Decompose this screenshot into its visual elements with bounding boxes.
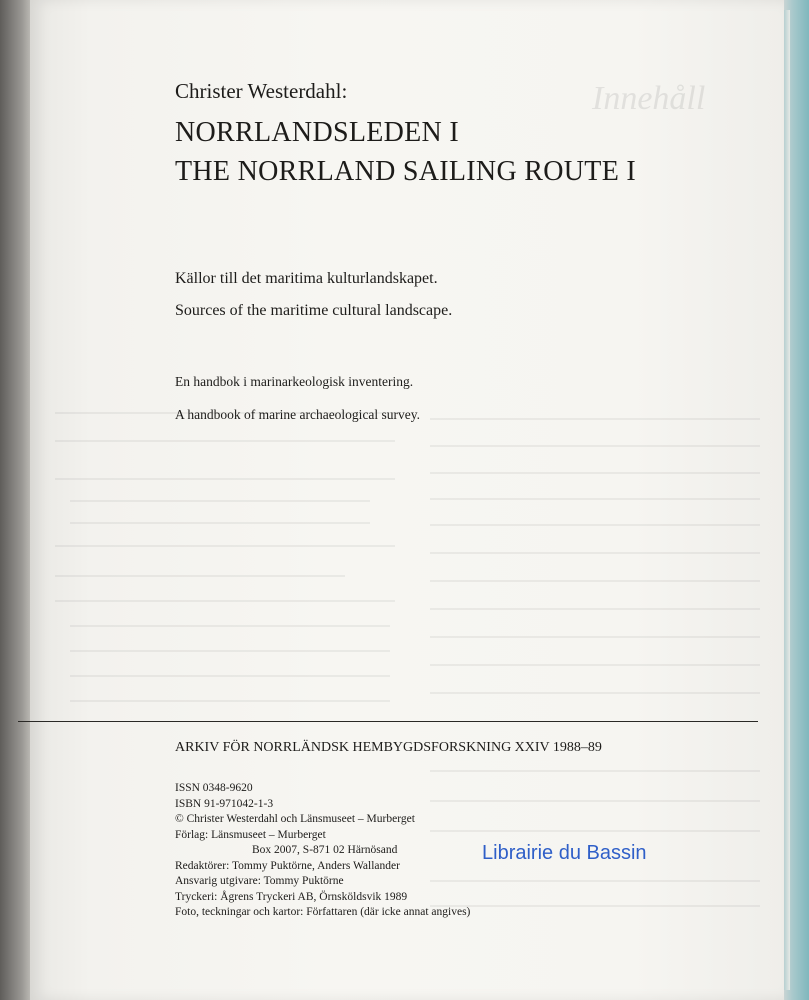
publisher: Förlag: Länsmuseet – Murberget	[175, 828, 326, 841]
bleed-through-line	[430, 664, 760, 666]
responsible-publisher: Ansvarig utgivare: Tommy Puktörne	[175, 875, 344, 887]
bleed-through-line	[430, 418, 760, 420]
bleed-through-line	[430, 770, 760, 772]
bookseller-watermark: Librairie du Bassin	[482, 842, 647, 864]
bleed-through-line	[70, 700, 390, 702]
printer: Tryckeri: Ågrens Tryckeri AB, Örnsköldsvik 1989	[175, 890, 408, 903]
issn: ISSN 0348-9620	[175, 782, 253, 794]
bleed-through-line	[430, 524, 760, 526]
bleed-through-line	[430, 445, 760, 447]
bleed-through-line	[430, 800, 760, 802]
bleed-through-line	[430, 608, 760, 610]
bleed-through-line	[70, 675, 390, 677]
handbook-line-english: A handbook of marine archaeological survey.	[175, 407, 421, 422]
bleed-through-line	[55, 440, 395, 442]
bleed-through-line	[430, 905, 760, 907]
bleed-through-line	[55, 600, 395, 602]
author-name: Christer Westerdahl:	[175, 79, 348, 103]
photo-credits: Foto, teckningar och kartor: Författaren (där icke annat angives)	[175, 906, 471, 918]
bleed-through-line	[70, 522, 370, 524]
bleed-through-line	[55, 545, 395, 547]
subtitle-swedish: Källor till det maritima kulturlandskapet.	[175, 270, 438, 287]
bleed-through-line	[430, 580, 760, 582]
copyright-notice: © Christer Westerdahl och Länsmuseet – Murberget	[175, 813, 415, 825]
bleed-through-line	[430, 636, 760, 638]
book-title-swedish: NORRLANDSLEDEN I	[175, 117, 460, 148]
subtitle-english: Sources of the maritime cultural landscape.	[175, 302, 453, 319]
editors: Redaktörer: Tommy Puktörne, Anders Wallander	[175, 859, 400, 872]
bleed-through-line	[70, 500, 370, 502]
publisher-address: Box 2007, S-871 02 Härnösand	[252, 844, 398, 856]
bleed-through-line	[430, 880, 760, 882]
bleed-through-line	[55, 575, 345, 577]
isbn: ISBN 91-971042-1-3	[175, 797, 274, 810]
bleed-through-line	[55, 478, 395, 480]
bleed-through-line	[430, 472, 760, 474]
bleed-through-line	[430, 498, 760, 500]
horizontal-rule	[18, 721, 758, 722]
bleed-through-line	[70, 625, 390, 627]
series-title: ARKIV FÖR NORRLÄNDSK HEMBYGDSFORSKNING XXIV 1988–89	[175, 740, 602, 755]
bleed-through-line	[430, 830, 760, 832]
book-cover-inner-edge	[784, 10, 790, 990]
handbook-line-swedish: En handbok i marinarkeologisk inventering.	[175, 374, 414, 389]
book-title-english: THE NORRLAND SAILING ROUTE I	[175, 156, 637, 187]
bleed-through-heading: Innehåll	[592, 80, 706, 117]
bleed-through-line	[430, 552, 760, 554]
bleed-through-line	[70, 650, 390, 652]
bleed-through-line	[430, 692, 760, 694]
colophon-block	[175, 781, 470, 921]
